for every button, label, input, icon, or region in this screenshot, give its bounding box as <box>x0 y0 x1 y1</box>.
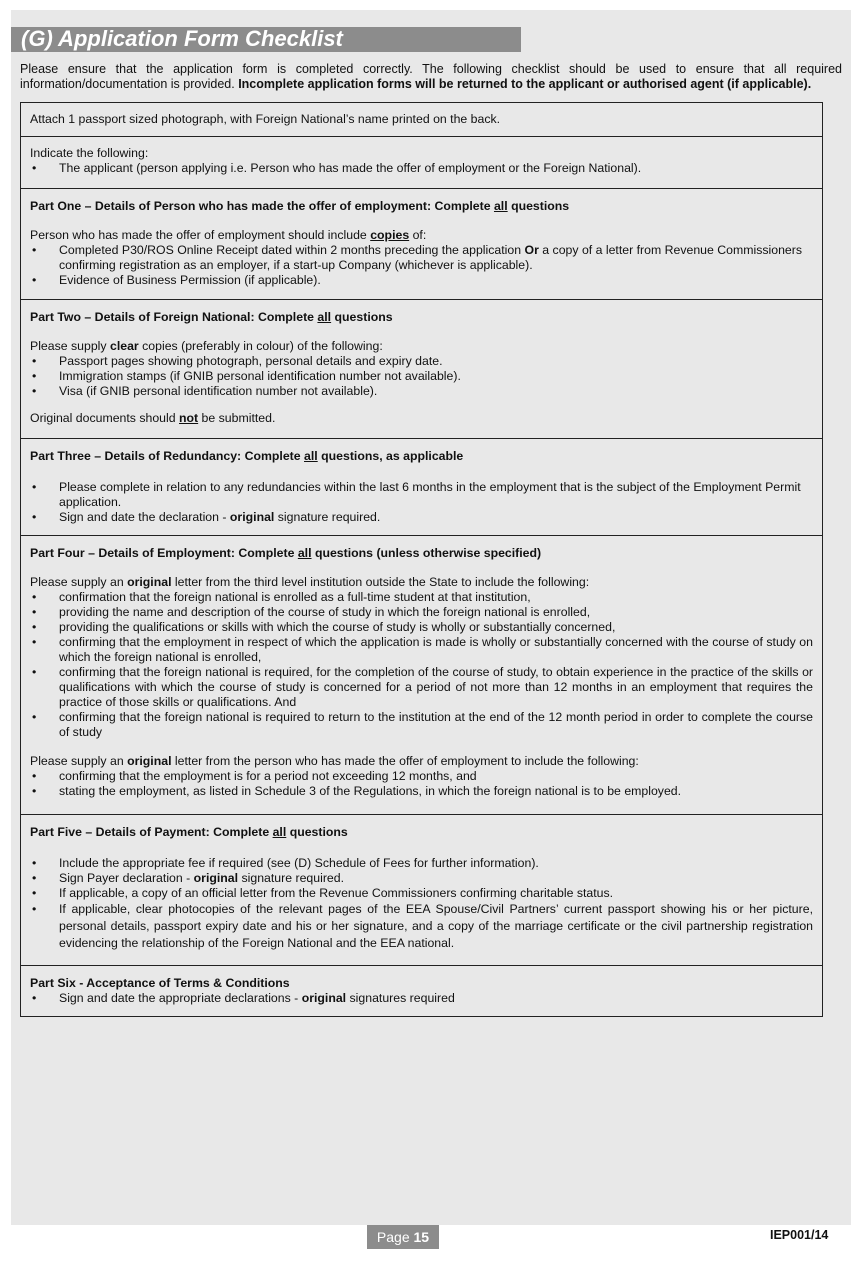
part-three-row <box>21 438 822 535</box>
part-five-heading: Part Five – Details of Payment: Complete all questions <box>30 825 348 839</box>
indicate-row <box>21 136 822 188</box>
part-one-lead: Person who has made the offer of employment should include copies of: <box>30 228 427 242</box>
part-four-heading: Part Four – Details of Employment: Complete all questions (unless otherwise specified) <box>30 546 542 560</box>
photo-text: Attach 1 passport sized photograph, with Foreign National’s name printed on the back. <box>30 112 501 126</box>
list-item: • confirming that the foreign national is required, for the completion of the course of study, to obtain experience in the practice of the skills or qualifications with which the course of study is concerned for a period of not more than 12 months in an employment that requires the practice of those skills or qualifications. And <box>30 665 813 710</box>
form-code: IEP001/14 <box>770 1228 829 1242</box>
part-two-note: Original documents should not be submitted. <box>30 411 276 425</box>
list-item: • Sign and date the declaration - original signature required. <box>30 510 813 525</box>
part-four-row <box>21 535 822 814</box>
page-number: 15 <box>413 1229 430 1245</box>
part-two-lead: Please supply clear copies (preferably in colour) of the following: <box>30 339 383 353</box>
list-item: • Passport pages showing photograph, personal details and expiry date. <box>30 354 813 369</box>
part-two-heading: Part Two – Details of Foreign National: Complete all questions <box>30 310 393 324</box>
list-item: • Include the appropriate fee if required (see (D) Schedule of Fees for further information). <box>30 856 813 871</box>
part-two-row <box>21 299 822 438</box>
part-five-row <box>21 814 822 965</box>
list-item: • confirming that the foreign national is required to return to the institution at the end of the 12 month period in order to complete the course of study <box>30 710 813 740</box>
list-item: • Completed P30/ROS Online Receipt dated within 2 months preceding the application Or a copy of a letter from Revenue Commissioners confirming registration as an employer, if a start-up Company (whichever is applicable). <box>30 243 813 273</box>
list-item: • confirming that the employment is for a period not exceeding 12 months, and <box>30 769 813 784</box>
page-number-badge <box>367 1225 439 1249</box>
indicate-heading: Indicate the following: <box>30 146 149 160</box>
part-three-heading: Part Three – Details of Redundancy: Complete all questions, as applicable <box>30 449 464 463</box>
part-six-row <box>21 965 822 1016</box>
part-four-lead-2: Please supply an original letter from the person who has made the offer of employment to include the following: <box>30 754 639 768</box>
part-six-heading: Part Six - Acceptance of Terms & Conditions <box>30 976 290 990</box>
list-item: • Sign and date the appropriate declarations - original signatures required <box>30 991 813 1006</box>
list-item: • confirming that the employment in respect of which the application is made is wholly or substantially concerned with the course of study on which the foreign national is enrolled, <box>30 635 813 665</box>
list-item: • providing the name and description of the course of study in which the foreign national is enrolled, <box>30 605 813 620</box>
page-label: Page <box>376 1229 414 1245</box>
section-title-bar <box>11 27 521 52</box>
list-item: • Evidence of Business Permission (if applicable). <box>30 273 813 288</box>
list-item: • Visa (if GNIB personal identification number not available). <box>30 384 813 399</box>
intro-warning: Incomplete application forms will be returned to the applicant or authorised agent (if applicable). <box>238 77 812 91</box>
part-four-lead-1: Please supply an original letter from the third level institution outside the State to include the following: <box>30 575 590 589</box>
list-item: • Immigration stamps (if GNIB personal identification number not available). <box>30 369 813 384</box>
list-item: • If applicable, a copy of an official letter from the Revenue Commissioners confirming charitable status. <box>30 886 813 901</box>
list-item: • If applicable, clear photocopies of the relevant pages of the EEA Spouse/Civil Partners’ current passport showing his or her picture, personal details, passport expiry date and his or her signature, and a copy of the marriage certificate or the civil partnership registration evidencing the relationship of the Foreign National and the EEA national. <box>30 901 813 952</box>
list-item: • stating the employment, as listed in Schedule 3 of the Regulations, in which the foreign national is to be employed. <box>30 784 813 799</box>
page-title: (G) Application Form Checklist <box>21 26 343 51</box>
photo-row <box>21 103 822 136</box>
part-one-row <box>21 188 822 299</box>
part-one-heading: Part One – Details of Person who has made the offer of employment: Complete all questions <box>30 199 570 213</box>
list-item: • providing the qualifications or skills with which the course of study is wholly or substantially concerned, <box>30 620 813 635</box>
intro-paragraph <box>20 62 842 92</box>
intro-text: Please ensure that the application form is completed correctly. The following checklist should be used to ensure that all required information/documentation is provided. <box>20 62 842 91</box>
list-item: • confirmation that the foreign national is enrolled as a full-time student at that institution, <box>30 590 813 605</box>
list-item: • Please complete in relation to any redundancies within the last 6 months in the employment that is the subject of the Employment Permit application. <box>30 480 813 510</box>
list-item: • The applicant (person applying i.e. Person who has made the offer of employment or the Foreign National). <box>30 161 813 176</box>
list-item: • Sign Payer declaration - original signature required. <box>30 871 813 886</box>
checklist-table <box>20 102 823 1017</box>
